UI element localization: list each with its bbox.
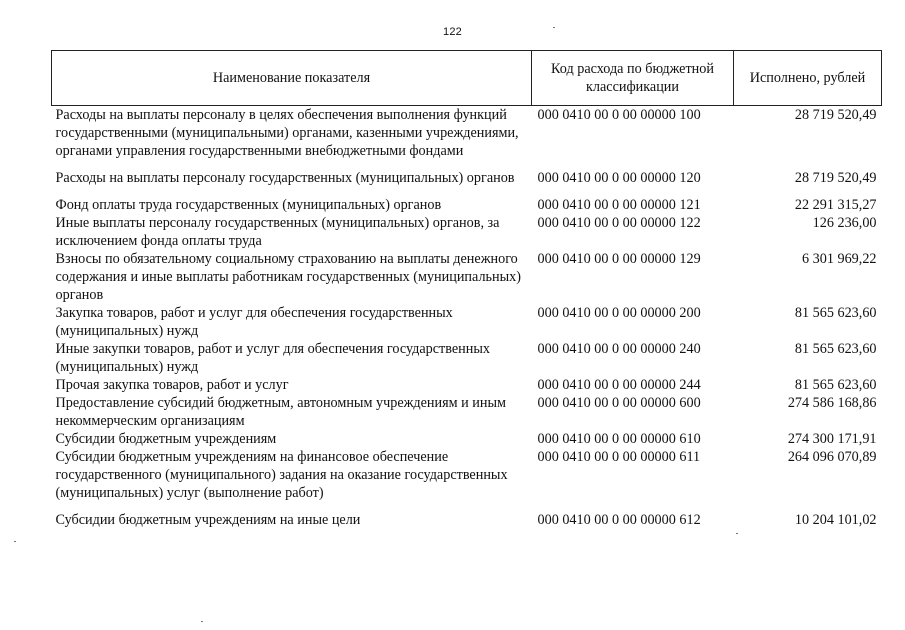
expense-code: 000 0410 00 0 00 00000 610 bbox=[537, 431, 701, 447]
expense-code: 000 0410 00 0 00 00000 600 bbox=[537, 395, 701, 411]
table-row bbox=[52, 196, 882, 214]
table-row bbox=[52, 169, 882, 196]
expense-code: 000 0410 00 0 00 00000 240 bbox=[537, 341, 701, 357]
header-row bbox=[52, 51, 882, 106]
amount-executed: 81 565 623,60 bbox=[794, 305, 877, 321]
scan-speck bbox=[553, 27, 555, 28]
expense-code: 000 0410 00 0 00 00000 120 bbox=[537, 170, 701, 186]
expense-code: 000 0410 00 0 00 00000 100 bbox=[537, 107, 701, 123]
table-row bbox=[52, 304, 882, 340]
indicator-name: Закупка товаров, работ и услуг для обеспечения государственных (муниципальных) нужд bbox=[55, 305, 453, 339]
table-row bbox=[52, 376, 882, 394]
amount-executed: 81 565 623,60 bbox=[794, 341, 877, 357]
table-row bbox=[52, 394, 882, 430]
page-number: 122 bbox=[443, 26, 462, 38]
amount-executed: 6 301 969,22 bbox=[802, 251, 877, 267]
table-row bbox=[52, 511, 882, 529]
indicator-name: Взносы по обязательному социальному страхованию на выплаты денежного содержания и иные выплаты работникам государственных (муниципальных) органов bbox=[55, 251, 521, 303]
indicator-name: Расходы на выплаты персоналу в целях обеспечения выполнения функций государственными (муниципальными) органами, казенными учреждениями, органами управления государственными внебюджетными фондами bbox=[55, 107, 519, 159]
expense-code: 000 0410 00 0 00 00000 122 bbox=[537, 215, 701, 231]
header-expense-code: Код расхода по бюджетной классификации bbox=[532, 51, 734, 106]
table-row bbox=[52, 430, 882, 448]
indicator-name: Иные закупки товаров, работ и услуг для обеспечения государственных (муниципальных) нужд bbox=[55, 341, 490, 375]
indicator-name: Фонд оплаты труда государственных (муниципальных) органов bbox=[55, 197, 442, 213]
table-row bbox=[52, 340, 882, 376]
expense-code: 000 0410 00 0 00 00000 612 bbox=[537, 512, 701, 528]
amount-executed: 10 204 101,02 bbox=[794, 512, 877, 528]
amount-executed: 28 719 520,49 bbox=[794, 107, 877, 123]
amount-executed: 28 719 520,49 bbox=[794, 170, 877, 186]
amount-executed: 126 236,00 bbox=[812, 215, 877, 231]
table-row bbox=[52, 250, 882, 304]
expense-code: 000 0410 00 0 00 00000 244 bbox=[537, 377, 701, 393]
indicator-name: Субсидии бюджетным учреждениям bbox=[55, 431, 277, 447]
expense-code: 000 0410 00 0 00 00000 129 bbox=[537, 251, 701, 267]
scan-speck bbox=[14, 541, 16, 542]
indicator-name: Расходы на выплаты персоналу государственных (муниципальных) органов bbox=[55, 170, 515, 186]
amount-executed: 22 291 315,27 bbox=[794, 197, 877, 213]
scan-speck bbox=[736, 533, 738, 534]
amount-executed: 274 300 171,91 bbox=[787, 431, 877, 447]
expense-code: 000 0410 00 0 00 00000 611 bbox=[537, 449, 701, 465]
table-header bbox=[52, 51, 882, 106]
indicator-name: Иные выплаты персоналу государственных (муниципальных) органов, за исключением фонда оплаты труда bbox=[55, 215, 500, 249]
indicator-name: Предоставление субсидий бюджетным, автономным учреждениям и иным некоммерческим организациям bbox=[55, 395, 506, 429]
indicator-name: Прочая закупка товаров, работ и услуг bbox=[55, 377, 289, 393]
table-row bbox=[52, 106, 882, 170]
indicator-name: Субсидии бюджетным учреждениям на финансовое обеспечение государственного (муниципального) задания на оказание государственных (муниципальных) услуг (выполнение работ) bbox=[55, 449, 508, 501]
table-row bbox=[52, 448, 882, 511]
amount-executed: 274 586 168,86 bbox=[787, 395, 877, 411]
expense-code: 000 0410 00 0 00 00000 200 bbox=[537, 305, 701, 321]
header-amount-executed: Исполнено, рублей bbox=[734, 51, 882, 106]
indicator-name: Субсидии бюджетным учреждениям на иные цели bbox=[55, 512, 361, 528]
table-row bbox=[52, 214, 882, 250]
table-body bbox=[52, 106, 882, 530]
header-indicator-name: Наименование показателя bbox=[52, 51, 532, 106]
expense-code: 000 0410 00 0 00 00000 121 bbox=[537, 197, 701, 213]
amount-executed: 81 565 623,60 bbox=[794, 377, 877, 393]
expenditure-table bbox=[51, 50, 882, 529]
amount-executed: 264 096 070,89 bbox=[787, 449, 877, 465]
scan-speck bbox=[201, 621, 203, 622]
